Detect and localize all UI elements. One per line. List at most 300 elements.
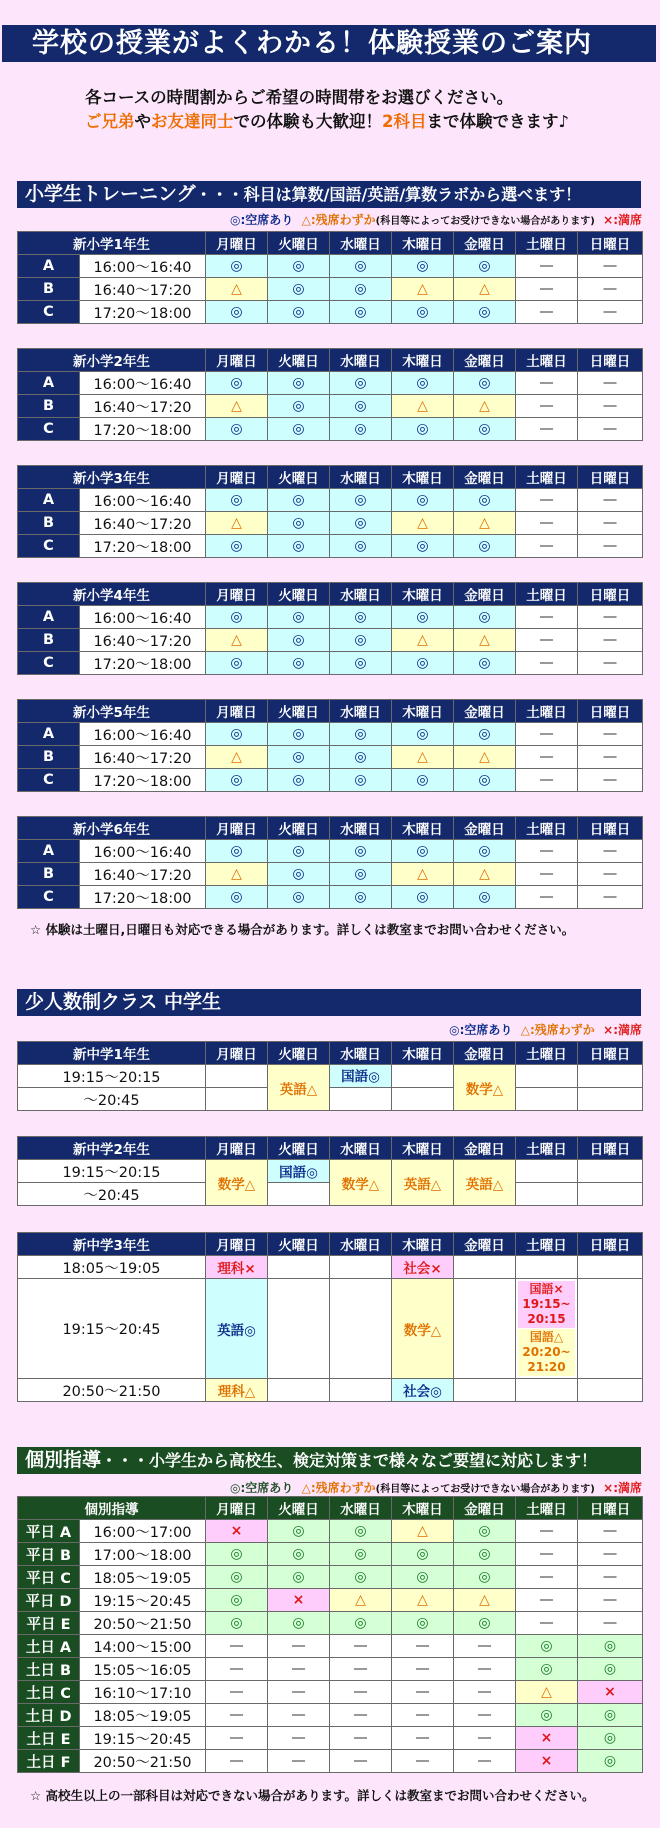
availability-cell[interactable] (268, 512, 330, 535)
availability-cell[interactable] (330, 418, 392, 441)
day-header: 金曜日 (454, 1137, 516, 1160)
availability-cell[interactable] (268, 863, 330, 886)
availability-cell[interactable] (268, 769, 330, 792)
availability-cell[interactable] (206, 769, 268, 792)
availability-cell (516, 606, 578, 629)
table-row (18, 886, 643, 909)
availability-cell[interactable] (392, 1612, 454, 1635)
availability-cell[interactable] (268, 301, 330, 324)
slot-cell[interactable] (454, 1160, 516, 1206)
slot-label: 土日 C (18, 1681, 80, 1704)
availability-cell[interactable] (206, 723, 268, 746)
few-seats-icon: △ (479, 749, 490, 765)
availability-cell[interactable] (330, 535, 392, 558)
availability-cell[interactable] (392, 769, 454, 792)
table-row (18, 629, 643, 652)
available-icon: ◎ (354, 866, 367, 882)
availability-cell[interactable] (454, 863, 516, 886)
availability-cell[interactable] (330, 255, 392, 278)
availability-cell (578, 746, 643, 769)
availability-cell[interactable] (330, 1520, 392, 1543)
availability-cell[interactable] (330, 489, 392, 512)
availability-cell[interactable] (268, 395, 330, 418)
availability-cell[interactable] (206, 418, 268, 441)
availability-cell[interactable] (392, 372, 454, 395)
not-offered-mark: — (353, 1638, 368, 1654)
time-cell: 16:40～17:20 (80, 278, 206, 301)
availability-cell (578, 535, 643, 558)
not-offered-mark: — (602, 609, 618, 625)
availability-cell[interactable] (330, 372, 392, 395)
availability-cell[interactable] (392, 863, 454, 886)
availability-cell[interactable] (392, 1520, 454, 1543)
middle-title: 少人数制クラス 中学生 (25, 991, 222, 1013)
availability-cell[interactable] (516, 1658, 578, 1681)
availability-cell[interactable] (392, 886, 454, 909)
availability-cell (578, 278, 643, 301)
availability-cell (268, 1681, 330, 1704)
not-offered-mark: — (539, 772, 554, 788)
availability-cell[interactable] (206, 1520, 268, 1543)
availability-cell[interactable] (392, 418, 454, 441)
slot-cell[interactable] (206, 1256, 268, 1279)
day-header: 金曜日 (454, 1497, 516, 1520)
not-offered-mark: — (229, 1661, 244, 1677)
availability-cell[interactable] (392, 255, 454, 278)
time-cell: 20:50～21:50 (18, 1379, 206, 1402)
availability-cell[interactable] (454, 606, 516, 629)
day-header: 水曜日 (330, 583, 392, 606)
availability-cell[interactable] (392, 723, 454, 746)
time-cell: 16:00～17:00 (80, 1520, 206, 1543)
intro-text-part: まで体験できます♪ (426, 112, 570, 131)
availability-cell[interactable] (330, 1589, 392, 1612)
availability-cell[interactable] (392, 629, 454, 652)
available-icon: ◎ (292, 515, 305, 531)
availability-cell (516, 1520, 578, 1543)
availability-cell[interactable] (454, 255, 516, 278)
empty-cell (330, 1088, 392, 1111)
availability-cell[interactable] (454, 512, 516, 535)
availability-cell[interactable] (330, 395, 392, 418)
availability-cell[interactable] (268, 1520, 330, 1543)
availability-cell (516, 1566, 578, 1589)
availability-cell[interactable] (206, 395, 268, 418)
not-offered-mark: — (539, 1523, 554, 1539)
available-icon: ◎ (416, 258, 429, 274)
available-icon: ◎ (354, 655, 367, 671)
availability-cell (330, 1750, 392, 1773)
available-icon: ◎ (354, 749, 367, 765)
availability-cell[interactable] (392, 278, 454, 301)
subject-label: 国語◎ (279, 1165, 318, 1181)
availability-cell[interactable] (206, 863, 268, 886)
available-icon: ◎ (354, 1546, 367, 1562)
not-offered-mark: — (539, 1546, 554, 1562)
available-icon: ◎ (416, 492, 429, 508)
availability-cell[interactable] (454, 652, 516, 675)
availability-cell[interactable] (578, 1750, 643, 1773)
availability-cell[interactable] (392, 840, 454, 863)
day-header: 火曜日 (268, 466, 330, 489)
subject-label: 数学△ (341, 1176, 380, 1193)
availability-cell[interactable] (516, 1635, 578, 1658)
subject-label: 数学△ (217, 1176, 256, 1193)
available-icon: ◎ (292, 304, 305, 320)
availability-cell[interactable] (578, 1704, 643, 1727)
not-offered-mark: — (539, 515, 554, 531)
not-offered-mark: — (353, 1707, 368, 1723)
availability-cell[interactable] (330, 723, 392, 746)
slot-cell[interactable] (206, 1379, 268, 1402)
legend-few: △:残席わずか (520, 1023, 595, 1037)
time-cell: 19:15～20:45 (80, 1589, 206, 1612)
availability-cell[interactable] (454, 278, 516, 301)
time-cell: 16:00～16:40 (80, 372, 206, 395)
availability-cell[interactable] (330, 629, 392, 652)
availability-cell[interactable] (454, 535, 516, 558)
availability-cell[interactable] (392, 301, 454, 324)
availability-cell (206, 1681, 268, 1704)
not-offered-mark: — (477, 1684, 492, 1700)
availability-cell[interactable] (206, 278, 268, 301)
availability-cell (268, 1635, 330, 1658)
legend-available: ◎:空席あり (449, 1023, 513, 1037)
slot-cell[interactable] (268, 1160, 330, 1183)
empty-cell (516, 1379, 578, 1402)
day-header: 火曜日 (268, 232, 330, 255)
availability-cell[interactable] (454, 629, 516, 652)
availability-cell[interactable] (330, 746, 392, 769)
empty-cell (454, 1379, 516, 1402)
elementary-title: 小学生トレーニング (25, 183, 196, 205)
intro-text-part: での体験も大歓迎！ (233, 112, 382, 131)
availability-cell[interactable] (268, 535, 330, 558)
availability-cell[interactable] (268, 1566, 330, 1589)
availability-cell[interactable] (516, 1727, 578, 1750)
time-cell: 20:50～21:50 (80, 1612, 206, 1635)
time-cell: 17:20～18:00 (80, 769, 206, 792)
slot-label: 土日 A (18, 1635, 80, 1658)
individual-table (17, 1496, 643, 1773)
table-row (18, 535, 643, 558)
availability-cell (516, 1612, 578, 1635)
availability-cell[interactable] (268, 255, 330, 278)
availability-cell[interactable] (454, 395, 516, 418)
table-row (18, 1612, 643, 1635)
slot-label: C (18, 886, 80, 909)
saturday-split-cell (516, 1279, 578, 1379)
table-row (18, 1727, 643, 1750)
slot-cell[interactable] (392, 1379, 454, 1402)
slot-label: B (18, 512, 80, 535)
availability-cell[interactable] (268, 746, 330, 769)
availability-cell[interactable] (206, 1566, 268, 1589)
availability-cell[interactable] (268, 606, 330, 629)
availability-cell[interactable] (206, 1612, 268, 1635)
availability-cell (578, 301, 643, 324)
slot-label: 土日 F (18, 1750, 80, 1773)
slot-cell[interactable] (392, 1160, 454, 1206)
availability-cell[interactable] (330, 606, 392, 629)
intro-two-subjects: 2科目 (382, 112, 427, 131)
availability-cell[interactable] (206, 746, 268, 769)
availability-cell[interactable] (454, 301, 516, 324)
availability-cell[interactable] (454, 840, 516, 863)
day-header: 月曜日 (206, 232, 268, 255)
table-row (18, 1520, 643, 1543)
availability-cell[interactable] (268, 1612, 330, 1635)
availability-cell[interactable] (268, 372, 330, 395)
available-icon: ◎ (292, 421, 305, 437)
availability-cell[interactable] (454, 1589, 516, 1612)
availability-cell[interactable] (206, 886, 268, 909)
availability-cell[interactable] (268, 840, 330, 863)
elementary-legend (230, 211, 642, 228)
available-icon: ◎ (354, 304, 367, 320)
availability-cell[interactable] (330, 840, 392, 863)
table-row (18, 723, 643, 746)
slot-label: 平日 D (18, 1589, 80, 1612)
available-icon: ◎ (478, 1615, 491, 1631)
time-cell: 16:40～17:20 (80, 746, 206, 769)
day-header: 金曜日 (454, 466, 516, 489)
not-offered-mark: — (539, 375, 554, 391)
time-cell: 17:20～18:00 (80, 301, 206, 324)
day-header: 月曜日 (206, 1233, 268, 1256)
availability-cell[interactable] (206, 629, 268, 652)
availability-cell[interactable] (268, 1589, 330, 1612)
availability-cell[interactable] (454, 489, 516, 512)
availability-cell[interactable] (578, 1681, 643, 1704)
availability-cell[interactable] (206, 489, 268, 512)
available-icon: ◎ (354, 281, 367, 297)
availability-cell[interactable] (392, 746, 454, 769)
legend-few: △:残席わずか (301, 1481, 376, 1495)
slot-cell[interactable] (206, 1160, 268, 1206)
availability-cell[interactable] (516, 1681, 578, 1704)
availability-cell[interactable] (206, 606, 268, 629)
availability-cell[interactable] (454, 723, 516, 746)
not-offered-mark: — (539, 1615, 554, 1631)
availability-cell[interactable] (330, 886, 392, 909)
day-header: 水曜日 (330, 700, 392, 723)
slot-cell[interactable] (454, 1065, 516, 1111)
availability-cell[interactable] (454, 1520, 516, 1543)
day-header: 土曜日 (516, 700, 578, 723)
day-header: 日曜日 (578, 817, 643, 840)
not-offered-mark: — (539, 632, 554, 648)
available-icon: ◎ (478, 1569, 491, 1585)
slot-label: C (18, 535, 80, 558)
availability-cell[interactable] (330, 301, 392, 324)
day-header: 日曜日 (578, 1497, 643, 1520)
not-offered-mark: — (539, 843, 554, 859)
time-cell: 17:20～18:00 (80, 535, 206, 558)
availability-cell[interactable] (392, 1589, 454, 1612)
empty-cell (268, 1183, 330, 1206)
not-offered-mark: — (539, 609, 554, 625)
legend-full: ×:満席 (603, 213, 642, 227)
elementary-grade-table (17, 465, 643, 558)
availability-cell[interactable] (330, 652, 392, 675)
availability-cell[interactable] (206, 372, 268, 395)
not-offered-mark: — (602, 398, 618, 414)
day-header: 日曜日 (578, 466, 643, 489)
available-icon: ◎ (354, 375, 367, 391)
day-header: 木曜日 (392, 1497, 454, 1520)
availability-cell[interactable] (454, 1566, 516, 1589)
availability-cell[interactable] (268, 629, 330, 652)
day-header: 金曜日 (454, 349, 516, 372)
available-icon: ◎ (416, 843, 429, 859)
subject-label: 英語△ (279, 1081, 318, 1098)
slot-cell[interactable] (268, 1065, 330, 1111)
availability-cell[interactable] (454, 418, 516, 441)
slot-cell[interactable] (330, 1065, 392, 1088)
day-header: 月曜日 (206, 700, 268, 723)
available-icon: ◎ (230, 889, 243, 905)
full-icon: × (292, 1592, 305, 1608)
available-icon: ◎ (230, 772, 243, 788)
individual-note: ☆ 高校生以上の一部科目は対応できない場合があります。詳しくは教室までお問い合わせください。 (30, 1788, 595, 1803)
availability-cell[interactable] (206, 255, 268, 278)
availability-cell[interactable] (578, 1635, 643, 1658)
day-header: 土曜日 (516, 817, 578, 840)
slot-cell[interactable] (518, 1281, 575, 1328)
availability-cell[interactable] (206, 512, 268, 535)
availability-cell[interactable] (392, 1543, 454, 1566)
availability-cell[interactable] (330, 1566, 392, 1589)
day-header: 日曜日 (578, 700, 643, 723)
availability-cell[interactable] (330, 278, 392, 301)
intro-text (85, 86, 569, 134)
availability-cell[interactable] (454, 372, 516, 395)
availability-cell (516, 512, 578, 535)
few-seats-icon: △ (355, 1592, 366, 1608)
availability-cell[interactable] (392, 489, 454, 512)
available-icon: ◎ (292, 843, 305, 859)
day-header: 木曜日 (392, 583, 454, 606)
table-row (18, 372, 643, 395)
available-icon: ◎ (230, 1592, 243, 1608)
available-icon: ◎ (603, 1661, 617, 1677)
available-icon: ◎ (416, 1546, 429, 1562)
day-header: 火曜日 (268, 583, 330, 606)
available-icon: ◎ (416, 375, 429, 391)
availability-cell[interactable] (268, 723, 330, 746)
not-offered-mark: — (602, 866, 618, 882)
available-icon: ◎ (478, 655, 491, 671)
available-icon: ◎ (416, 889, 429, 905)
slot-cell[interactable] (392, 1279, 454, 1379)
not-offered-mark: — (602, 492, 618, 508)
few-seats-icon: △ (417, 632, 428, 648)
empty-cell (206, 1065, 268, 1088)
availability-cell[interactable] (268, 278, 330, 301)
availability-cell[interactable] (330, 1612, 392, 1635)
day-header: 火曜日 (268, 349, 330, 372)
availability-cell[interactable] (392, 512, 454, 535)
availability-cell[interactable] (454, 769, 516, 792)
availability-cell[interactable] (268, 1543, 330, 1566)
table-row (18, 1704, 643, 1727)
not-offered-mark: — (602, 843, 618, 859)
slot-label: 土日 E (18, 1727, 80, 1750)
availability-cell (330, 1704, 392, 1727)
available-icon: ◎ (354, 726, 367, 742)
available-icon: ◎ (416, 304, 429, 320)
availability-cell[interactable] (330, 512, 392, 535)
not-offered-mark: — (539, 1592, 554, 1608)
availability-cell[interactable] (206, 840, 268, 863)
availability-cell[interactable] (268, 418, 330, 441)
full-icon: × (604, 1684, 616, 1700)
day-header: 水曜日 (330, 1233, 392, 1256)
few-seats-icon: △ (479, 398, 490, 414)
availability-cell[interactable] (392, 1566, 454, 1589)
availability-cell (206, 1658, 268, 1681)
availability-cell[interactable] (392, 395, 454, 418)
availability-cell[interactable] (268, 652, 330, 675)
availability-cell[interactable] (392, 652, 454, 675)
availability-cell (206, 1635, 268, 1658)
available-icon: ◎ (478, 609, 491, 625)
availability-cell[interactable] (578, 1727, 643, 1750)
availability-cell[interactable] (268, 489, 330, 512)
day-header: 木曜日 (392, 700, 454, 723)
availability-cell[interactable] (330, 863, 392, 886)
slot-cell[interactable] (518, 1329, 575, 1376)
available-icon: ◎ (478, 375, 491, 391)
elementary-grade-table (17, 816, 643, 909)
availability-cell[interactable] (578, 1658, 643, 1681)
empty-cell (578, 1160, 643, 1183)
availability-cell[interactable] (330, 1543, 392, 1566)
day-header: 日曜日 (578, 1137, 643, 1160)
slot-cell[interactable] (330, 1160, 392, 1206)
availability-cell[interactable] (268, 886, 330, 909)
not-offered-mark: — (602, 1592, 618, 1608)
available-icon: ◎ (292, 632, 305, 648)
availability-cell (516, 278, 578, 301)
slot-cell[interactable] (206, 1279, 268, 1379)
availability-cell[interactable] (206, 535, 268, 558)
availability-cell[interactable] (454, 886, 516, 909)
availability-cell[interactable] (516, 1750, 578, 1773)
slot-cell[interactable] (392, 1256, 454, 1279)
available-icon: ◎ (354, 538, 367, 554)
availability-cell[interactable] (454, 1612, 516, 1635)
few-seats-icon: △ (479, 1592, 490, 1608)
availability-cell[interactable] (206, 1543, 268, 1566)
availability-cell[interactable] (206, 301, 268, 324)
day-header: 金曜日 (454, 817, 516, 840)
availability-cell[interactable] (392, 606, 454, 629)
day-header: 土曜日 (516, 1497, 578, 1520)
table-row (18, 395, 643, 418)
availability-cell[interactable] (454, 1543, 516, 1566)
availability-cell[interactable] (206, 1589, 268, 1612)
availability-cell[interactable] (516, 1704, 578, 1727)
subject-label: 国語△ (529, 1330, 564, 1344)
availability-cell[interactable] (454, 746, 516, 769)
availability-cell[interactable] (206, 652, 268, 675)
availability-cell[interactable] (392, 535, 454, 558)
legend-available: ◎:空席あり (229, 1481, 294, 1495)
availability-cell[interactable] (330, 769, 392, 792)
available-icon: ◎ (354, 421, 367, 437)
